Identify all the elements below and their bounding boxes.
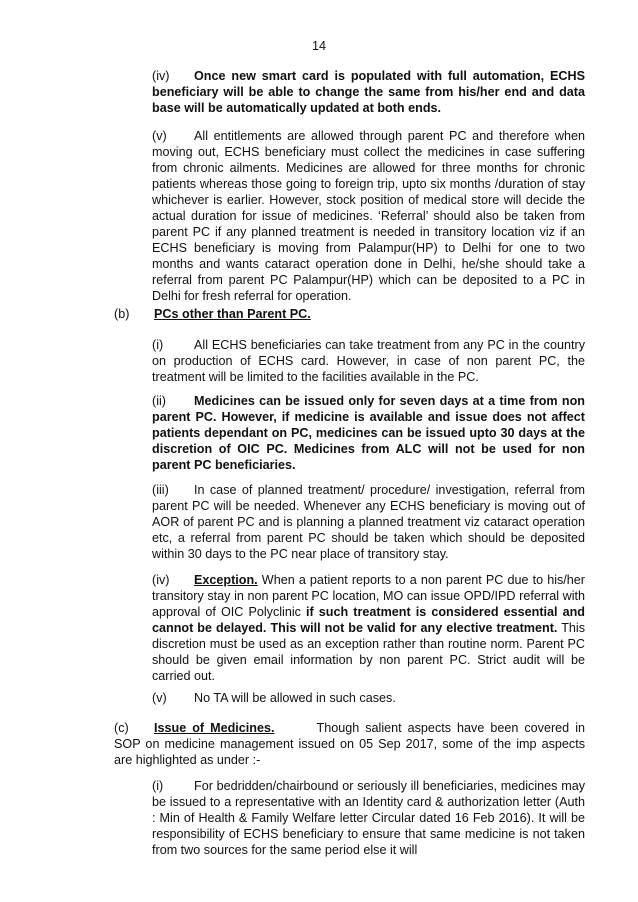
- para-b-v: [152, 690, 585, 706]
- para-text: Once new smart card is populated with full automation, ECHS beneficiary will be able to change the same from his/her end and data base will be automatically updated at both ends.: [152, 69, 585, 115]
- para-text: All ECHS beneficiaries can take treatment from any PC in the country on production of ECHS card. However, in case of non parent PC, the treatment will be limited to the facilities available in the PC.: [152, 338, 585, 384]
- para-text: All entitlements are allowed through parent PC and therefore when moving out, ECHS beneficiary must collect the medicines in case suffering from chronic ailments. Medicines are allowed for three months for chronic patients whereas those going to foreign trip, upto six months /duration of stay whichever is earlier. However, stock position of medical store will decide the actual duration for issue of medicines. ‘Referral’ should also be taken from parent PC if any planned treatment is needed in transitory location viz if an ECHS beneficiary is moving from Palampur(HP) to Delhi for one to two months and wants cataract operation done in Delhi, he/she should take a referral from parent PC Palampur(HP) which can be deposited to a PC in Delhi for fresh referral for operation.: [152, 129, 585, 303]
- para-b-i: [152, 337, 585, 385]
- exception-heading: Exception.: [194, 573, 258, 587]
- section-label: (c): [114, 721, 129, 735]
- section-label: (b): [114, 307, 130, 321]
- item-label: (v): [152, 691, 167, 705]
- para-text: For bedridden/chairbound or seriously ill beneficiaries, medicines may be issued to a representative with an Identity card & authorization letter (Auth : Min of Health & Family Welfare letter Circular dated 16 Feb 2016). It will be responsibility of ECHS beneficiary to ensure that same medicine is not taken from two sources for the same period else it will: [152, 779, 585, 857]
- para-b-iv: [152, 572, 585, 684]
- para-text: No TA will be allowed in such cases.: [194, 691, 396, 705]
- para-text-bold: if such treatment is considered essential and cannot be delayed. This will not be valid for any elective treatment.: [152, 605, 585, 635]
- para-text: When a patient reports to a non parent PC due to his/her transitory stay in non parent PC location, MO can issue OPD/IPD referral with approval of OIC Polyclinic: [152, 573, 585, 619]
- item-label: (iii): [152, 483, 169, 497]
- page-number: 14: [311, 39, 326, 53]
- item-label: (i): [152, 779, 164, 793]
- item-label: (i): [152, 338, 164, 352]
- para-c: [114, 720, 585, 768]
- para-b-iii: [152, 482, 585, 562]
- section-title: Issue of Medicines.: [154, 721, 275, 735]
- para-text: This discretion must be used as an exception rather than routine norm. Parent PC should be given email information by non parent PC. Strict audit will be carried out.: [152, 621, 585, 683]
- item-label: (ii): [152, 394, 166, 408]
- section-title: PCs other than Parent PC.: [154, 307, 311, 321]
- para-c-i: [152, 778, 585, 858]
- para-text: In case of planned treatment/ procedure/ investigation, referral from parent PC will be needed. Whenever any ECHS beneficiary is moving out of AOR of parent PC and is planning a planned treatment viz cataract operation etc, a referral from parent PC should be taken which should be deposited within 30 days to the PC near place of transitory stay.: [152, 483, 585, 561]
- para-text: Medicines can be issued only for seven days at a time from non parent PC. However, if medicine is available and issue does not affect patients dependant on PC, medicines can be issued upto 30 days at the discretion of OIC PC. Medicines from ALC will not be used for non parent PC beneficiaries.: [152, 394, 585, 472]
- para-b-ii: [152, 393, 585, 473]
- item-label: (v): [152, 129, 167, 143]
- section-b-heading: [114, 306, 311, 322]
- item-label: (iv): [152, 69, 170, 83]
- para-a-v: [152, 128, 585, 304]
- para-a-iv: [152, 68, 585, 116]
- item-label: (iv): [152, 573, 170, 587]
- para-text: Though salient aspects have been covered in SOP on medicine management issued on 05 Sep 2017, some of the imp aspects are highlighted as under :-: [114, 721, 585, 767]
